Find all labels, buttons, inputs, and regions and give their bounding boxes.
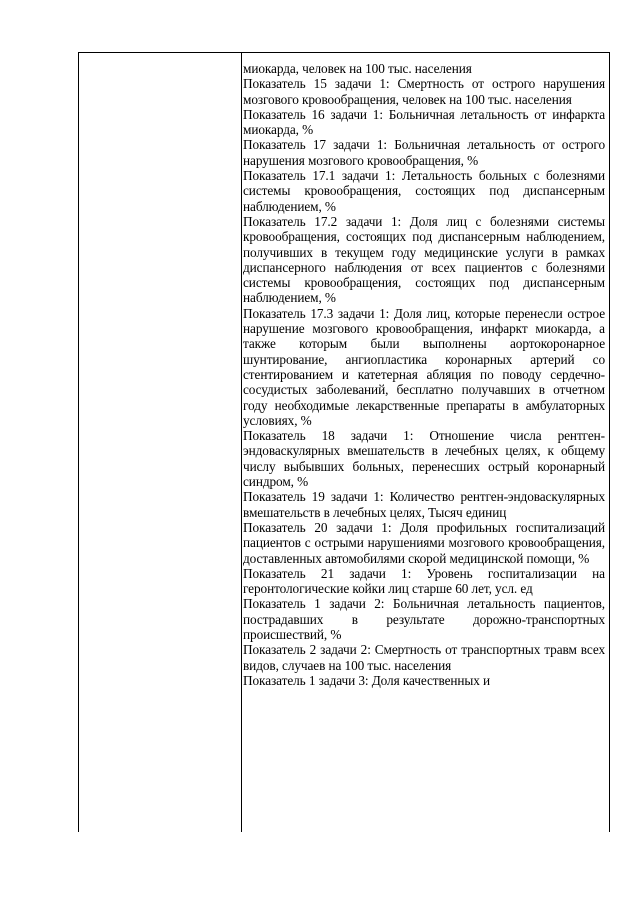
indicators-cell: [243, 61, 605, 688]
indicator-text: Показатель 15 задачи 1: Смертность от острого нарушения мозгового кровообращения, человек на 100 тыс. населения: [243, 76, 605, 107]
indicator-text: Показатель 19 задачи 1: Количество рентген-эндоваскулярных вмешательств в лечебных целях, Тысяч единиц: [243, 489, 605, 520]
indicator-text: миокарда, человек на 100 тыс. населения: [243, 61, 472, 76]
indicator-text: Показатель 1 задачи 2: Больничная летальность пациентов, пострадавших в результате дорожно-транспортных происшествий, %: [243, 596, 605, 642]
indicator-text: Показатель 17 задачи 1: Больничная летальность от острого нарушения мозгового кровообращения, %: [243, 137, 605, 168]
column-divider: [241, 52, 242, 832]
indicator-text: Показатель 20 задачи 1: Доля профильных госпитализаций пациентов с острыми нарушениями мозгового кровообращения, доставленных автомобилями скорой медицинской помощи, %: [243, 519, 605, 566]
indicator-text: Показатель 1 задачи 3: Доля качественных и: [243, 672, 491, 688]
indicator-text: Показатель 17.2 задачи 1: Доля лиц с болезнями системы кровообращения, состоящих под диспансерным наблюдением, получивших в текущем году медицинские услуги в рамках диспансерного наблюдения от всех пациентов с болезнями системы кровообращения, состоящих под диспансерным наблюдением, %: [243, 213, 605, 306]
indicator-text: Показатель 2 задачи 2: Смертность от транспортных травм всех видов, случаев на 100 тыс. населения: [243, 642, 605, 673]
indicator-text: Показатель 18 задачи 1: Отношение числа рентген-эндоваскулярных вмешательств в лечебных целях, к общему числу выбывших больных, перенесших острый коронарный синдром, %: [243, 428, 605, 490]
indicator-text: Показатель 17.1 задачи 1: Летальность больных с болезнями системы кровообращения, состоящих под диспансерным наблюдением, %: [243, 168, 605, 214]
indicator-text: Показатель 16 задачи 1: Больничная летальность от инфаркта миокарда, %: [243, 106, 605, 138]
indicator-text: Показатель 21 задачи 1: Уровень госпитализации на геронтологические койки лиц старше 60 лет, усл. ед: [243, 565, 605, 597]
indicator-text: Показатель 17.3 задачи 1: Доля лиц, которые перенесли острое нарушение мозгового кровообращения, инфаркт миокарда, а также которым были выполнены аортокоронарное шунтирование, ангиопластика коронарных артерий со стентированием и катетерная абляция по поводу сердечно-сосудистых заболеваний, бесплатно получавших в отчетном году необходимые лекарственные препараты в амбулаторных условиях, %: [243, 305, 605, 428]
